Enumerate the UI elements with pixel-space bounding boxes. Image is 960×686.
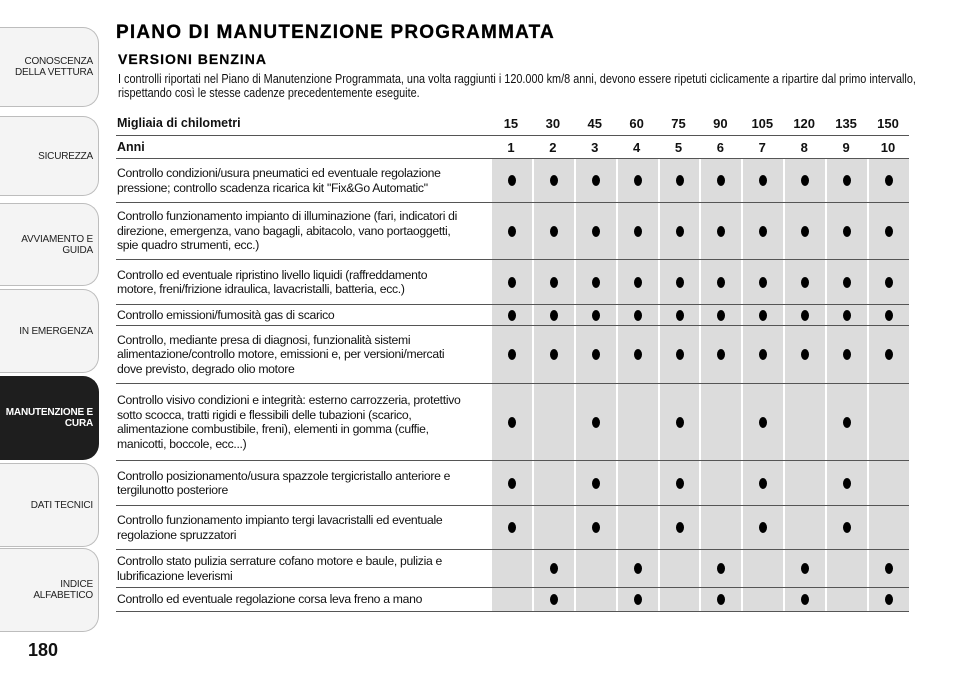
interval-cell (574, 260, 616, 304)
check-mark-dot (634, 594, 642, 605)
interval-cell (490, 159, 532, 202)
task-text-line: Controllo ed eventuale regolazione corsa leva freno a mano (117, 592, 423, 607)
check-mark-dot (592, 310, 600, 321)
km-interval-header: 60 (629, 116, 644, 131)
check-mark-dot (508, 226, 516, 237)
check-mark-dot (759, 226, 767, 237)
maintenance-task-label (116, 461, 490, 505)
interval-cell (490, 326, 532, 383)
check-mark-dot (508, 349, 516, 360)
interval-cell (658, 203, 700, 259)
check-mark-dot (759, 478, 767, 489)
maintenance-row (116, 384, 909, 461)
interval-cell (616, 305, 658, 325)
km-interval-header: 150 (877, 116, 899, 131)
check-mark-dot (550, 563, 558, 574)
interval-cell (490, 461, 532, 505)
interval-cell (616, 384, 658, 460)
interval-cell (574, 159, 616, 202)
sidebar-tab-manutenzione-e-cura[interactable] (0, 376, 99, 460)
check-mark-dot (592, 478, 600, 489)
check-mark-dot (843, 226, 851, 237)
interval-cell (616, 550, 658, 587)
task-text-line: direzione, emergenza, vano bagagli, abitacolo, vano portaoggetti, (117, 223, 451, 238)
interval-cell (490, 506, 532, 549)
interval-cell (490, 550, 532, 587)
task-text-line: sotto scocca, tratti rigidi e flessibili delle tubazioni (scarico, (117, 407, 412, 422)
km-header-label: Migliaia di chilometri (117, 116, 241, 131)
interval-cell (783, 550, 825, 587)
interval-cell (574, 384, 616, 460)
interval-cell (658, 506, 700, 549)
year-interval-header: 10 (880, 139, 896, 155)
interval-cell (825, 326, 867, 383)
check-mark-dot (843, 478, 851, 489)
interval-cell (867, 506, 909, 549)
check-mark-dot (885, 594, 893, 605)
check-mark-dot (676, 175, 684, 186)
interval-cell (741, 326, 783, 383)
interval-cell (867, 305, 909, 325)
maintenance-task-label (116, 588, 490, 611)
interval-cell (616, 506, 658, 549)
interval-cell (783, 506, 825, 549)
check-mark-dot (508, 478, 516, 489)
sidebar-tab-sicurezza[interactable] (0, 116, 99, 196)
interval-cell (741, 203, 783, 259)
km-interval-header: 90 (713, 116, 728, 131)
interval-cell (616, 159, 658, 202)
interval-cell (532, 550, 574, 587)
interval-cell (783, 326, 825, 383)
check-mark-dot (717, 563, 725, 574)
interval-cell (741, 506, 783, 549)
interval-cell (574, 588, 616, 611)
sidebar-tab-conoscenza-della-vettura[interactable] (0, 27, 99, 107)
interval-cell (574, 550, 616, 587)
maintenance-row (116, 461, 909, 506)
maintenance-row (116, 260, 909, 305)
interval-cell (699, 326, 741, 383)
check-mark-dot (801, 175, 809, 186)
interval-cell (532, 326, 574, 383)
interval-cell (825, 260, 867, 304)
check-mark-dot (676, 310, 684, 321)
check-mark-dot (676, 417, 684, 428)
check-mark-dot (843, 310, 851, 321)
interval-cell (658, 384, 700, 460)
maintenance-task-label (116, 550, 490, 587)
task-text-line: Controllo ed eventuale ripristino livello liquidi (raffreddamento (117, 267, 428, 282)
sidebar-tab-label: CONOSCENZA (24, 56, 93, 67)
km-interval-header: 45 (587, 116, 602, 131)
check-mark-dot (592, 522, 600, 533)
maintenance-row (116, 506, 909, 550)
sidebar-tab-label: DELLA VETTURA (15, 67, 93, 78)
interval-cell (616, 260, 658, 304)
maintenance-task-label (116, 384, 490, 460)
sidebar-tab-label: MANUTENZIONE E (5, 407, 93, 418)
interval-cell (867, 203, 909, 259)
interval-cell (867, 588, 909, 611)
interval-cell (699, 305, 741, 325)
sidebar-tab-in-emergenza[interactable] (0, 289, 99, 373)
check-mark-dot (592, 277, 600, 288)
maintenance-task-label (116, 506, 490, 549)
maintenance-row (116, 326, 909, 384)
check-mark-dot (592, 349, 600, 360)
check-mark-dot (508, 310, 516, 321)
interval-cell (490, 305, 532, 325)
task-text-line: Controllo emissioni/fumosità gas di scarico (117, 307, 335, 322)
interval-cell (532, 260, 574, 304)
interval-cell (699, 588, 741, 611)
year-interval-header: 8 (800, 139, 808, 155)
check-mark-dot (592, 175, 600, 186)
maintenance-task-label (116, 305, 490, 325)
interval-cell (532, 203, 574, 259)
interval-cell (616, 588, 658, 611)
check-mark-dot (801, 563, 809, 574)
km-interval-header: 30 (545, 116, 561, 131)
check-mark-dot (550, 594, 558, 605)
interval-cell (783, 260, 825, 304)
interval-cell (532, 159, 574, 202)
interval-cell (658, 326, 700, 383)
interval-cell (574, 506, 616, 549)
interval-cell (699, 506, 741, 549)
check-mark-dot (717, 594, 725, 605)
check-mark-dot (843, 277, 851, 288)
task-text-line: alimentazione combustibile, freni), elementi in gomma (cuffie, (117, 422, 429, 436)
interval-cell (783, 159, 825, 202)
check-mark-dot (508, 175, 516, 186)
task-text-line: manicotti, boccole, ecc...) (117, 436, 247, 451)
interval-cell (574, 305, 616, 325)
sidebar-tab-label: IN EMERGENZA (19, 325, 93, 337)
check-mark-dot (801, 310, 809, 321)
year-interval-header: 6 (716, 139, 725, 155)
maintenance-row (116, 550, 909, 588)
check-mark-dot (634, 310, 642, 321)
interval-cell (741, 461, 783, 505)
interval-cell (867, 159, 909, 202)
check-mark-dot (759, 277, 767, 288)
year-interval-header: 2 (549, 139, 557, 155)
check-mark-dot (634, 563, 642, 574)
interval-cell (741, 588, 783, 611)
check-mark-dot (508, 522, 516, 533)
interval-cell (741, 159, 783, 202)
check-mark-dot (885, 277, 893, 288)
interval-cell (616, 461, 658, 505)
check-mark-dot (885, 563, 893, 574)
check-mark-dot (759, 349, 767, 360)
interval-cell (574, 203, 616, 259)
year-interval-header: 7 (758, 139, 766, 155)
years-header-label: Anni (117, 139, 145, 154)
task-text-line: Controllo stato pulizia serrature cofano motore e baule, pulizia e (117, 554, 443, 568)
sidebar-tab-label: CURA (64, 418, 93, 429)
check-mark-dot (759, 310, 767, 321)
year-interval-header: 3 (591, 139, 599, 155)
check-mark-dot (634, 226, 642, 237)
interval-cell (825, 203, 867, 259)
check-mark-dot (843, 349, 851, 360)
task-text-line: motore, freni/frizione idraulica, lavacristalli, batteria, ecc.) (117, 282, 405, 296)
check-mark-dot (717, 226, 725, 237)
maintenance-task-label (116, 260, 490, 304)
interval-cell (783, 305, 825, 325)
interval-cell (490, 203, 532, 259)
check-mark-dot (676, 522, 684, 533)
sidebar-tab-dati-tecnici[interactable] (0, 463, 99, 547)
year-interval-header: 5 (674, 139, 683, 155)
interval-cell (741, 550, 783, 587)
interval-cell (490, 384, 532, 460)
task-text-line: spie quadro strumenti, ecc.) (117, 238, 259, 253)
interval-cell (616, 203, 658, 259)
km-interval-header: 135 (835, 116, 857, 131)
check-mark-dot (634, 277, 642, 288)
check-mark-dot (717, 310, 725, 321)
km-interval-header: 120 (793, 116, 816, 131)
maintenance-task-label (116, 326, 490, 383)
interval-cell (658, 461, 700, 505)
check-mark-dot (634, 349, 642, 360)
check-mark-dot (843, 175, 851, 186)
check-mark-dot (801, 277, 809, 288)
interval-cell (699, 159, 741, 202)
interval-cell (532, 588, 574, 611)
check-mark-dot (759, 522, 767, 533)
interval-cell (867, 326, 909, 383)
check-mark-dot (843, 522, 851, 533)
interval-cell (867, 461, 909, 505)
task-text-line: Controllo funzionamento impianto di illuminazione (fari, indicatori di (117, 209, 458, 224)
task-text-line: Controllo visivo condizioni e integrità: esterno carrozzeria, protettivo (117, 393, 461, 407)
interval-cell (825, 305, 867, 325)
check-mark-dot (843, 417, 851, 428)
check-mark-dot (676, 478, 684, 489)
interval-cell (658, 159, 700, 202)
check-mark-dot (759, 417, 767, 428)
section-subtitle: VERSIONI BENZINA (118, 51, 268, 67)
check-mark-dot (508, 417, 516, 428)
sidebar-tab-label: SICUREZZA (38, 150, 93, 162)
sidebar-tab-label: AVVIAMENTO E (21, 233, 93, 245)
maintenance-task-label (116, 159, 490, 202)
interval-cell (699, 384, 741, 460)
interval-cell (741, 305, 783, 325)
task-text-line: lubrificazione leverismi (117, 568, 233, 583)
check-mark-dot (801, 594, 809, 605)
check-mark-dot (592, 226, 600, 237)
check-mark-dot (508, 277, 516, 288)
maintenance-row (116, 203, 909, 260)
interval-cell (825, 461, 867, 505)
check-mark-dot (885, 175, 893, 186)
task-text-line: pressione; controllo scadenza ricarica kit "Fix&Go Automatic" (117, 180, 428, 195)
sidebar-tab-avviamento-e-guida[interactable] (0, 203, 99, 286)
interval-cell (867, 384, 909, 460)
interval-cell (699, 203, 741, 259)
interval-cell (532, 506, 574, 549)
interval-cell (658, 305, 700, 325)
interval-cell (825, 384, 867, 460)
check-mark-dot (676, 277, 684, 288)
maintenance-row (116, 588, 909, 612)
page-title: PIANO DI MANUTENZIONE PROGRAMMATA (116, 22, 555, 43)
interval-cell (783, 203, 825, 259)
check-mark-dot (676, 349, 684, 360)
interval-cell (783, 461, 825, 505)
years-header-row (116, 136, 909, 159)
interval-cell (783, 588, 825, 611)
check-mark-dot (801, 226, 809, 237)
interval-cell (867, 550, 909, 587)
interval-cell (867, 260, 909, 304)
sidebar-tab-label: GUIDA (62, 244, 93, 256)
task-text-line: Controllo, mediante presa di diagnosi, funzionalità sistemi (117, 332, 411, 347)
check-mark-dot (634, 175, 642, 186)
interval-cell (825, 588, 867, 611)
check-mark-dot (759, 175, 767, 186)
interval-cell (574, 326, 616, 383)
km-interval-header: 75 (671, 116, 686, 131)
interval-cell (490, 588, 532, 611)
interval-cell (658, 588, 700, 611)
maintenance-row (116, 305, 909, 326)
task-text-line: Controllo condizioni/usura pneumatici ed eventuale regolazione (117, 166, 441, 180)
interval-cell (532, 461, 574, 505)
year-interval-header: 1 (507, 139, 515, 155)
interval-cell (699, 550, 741, 587)
interval-cell (825, 506, 867, 549)
interval-cell (783, 384, 825, 460)
interval-cell (699, 260, 741, 304)
km-interval-header: 105 (751, 116, 774, 131)
check-mark-dot (801, 349, 809, 360)
sidebar-tab-label: INDICE ALFABETICO (33, 579, 93, 601)
interval-cell (616, 326, 658, 383)
maintenance-table (116, 112, 909, 612)
task-text-line: alimentazione/controllo motore, emissioni e, per versioni/mercati (117, 347, 445, 362)
page-number: 180 (28, 640, 59, 660)
maintenance-row (116, 159, 909, 203)
check-mark-dot (550, 175, 558, 186)
task-text-line: regolazione spruzzatori (117, 527, 237, 542)
interval-cell (699, 461, 741, 505)
check-mark-dot (550, 349, 558, 360)
interval-cell (658, 260, 700, 304)
interval-cell (741, 260, 783, 304)
interval-cell (490, 260, 532, 304)
interval-cell (658, 550, 700, 587)
check-mark-dot (550, 226, 558, 237)
check-mark-dot (885, 310, 893, 321)
task-text-line: Controllo funzionamento impianto tergi lavacristalli ed eventuale (117, 513, 443, 527)
interval-cell (825, 159, 867, 202)
interval-cell (532, 384, 574, 460)
intro-paragraph: I controlli riportati nel Piano di Manutenzione Programmata, una volta raggiunti i 120.000 km/8 anni, devono essere ripetuti ciclicamente a ripartire dal primo intervallo, rispettando così le stesse cadenze precedentemente eseguite. (118, 72, 916, 100)
sidebar-tab-indice-alfabetico[interactable] (0, 548, 99, 632)
check-mark-dot (550, 277, 558, 288)
task-text-line: dove previsto, degrado olio motore (117, 361, 295, 376)
km-interval-header: 15 (503, 116, 519, 131)
check-mark-dot (885, 349, 893, 360)
interval-cell (574, 461, 616, 505)
task-text-line: Controllo posizionamento/usura spazzole tergicristallo anteriore e (117, 468, 451, 483)
year-interval-header: 4 (633, 139, 641, 155)
interval-cell (532, 305, 574, 325)
check-mark-dot (717, 175, 725, 186)
check-mark-dot (592, 417, 600, 428)
task-text-line: tergilunotto posteriore (117, 483, 228, 497)
interval-cell (741, 384, 783, 460)
interval-cell (825, 550, 867, 587)
check-mark-dot (717, 349, 725, 360)
check-mark-dot (550, 310, 558, 321)
km-header-row (116, 112, 909, 136)
check-mark-dot (717, 277, 725, 288)
maintenance-task-label (116, 203, 490, 259)
sidebar-tab-label: DATI TECNICI (30, 499, 93, 511)
check-mark-dot (676, 226, 684, 237)
year-interval-header: 9 (842, 139, 850, 155)
check-mark-dot (885, 226, 893, 237)
